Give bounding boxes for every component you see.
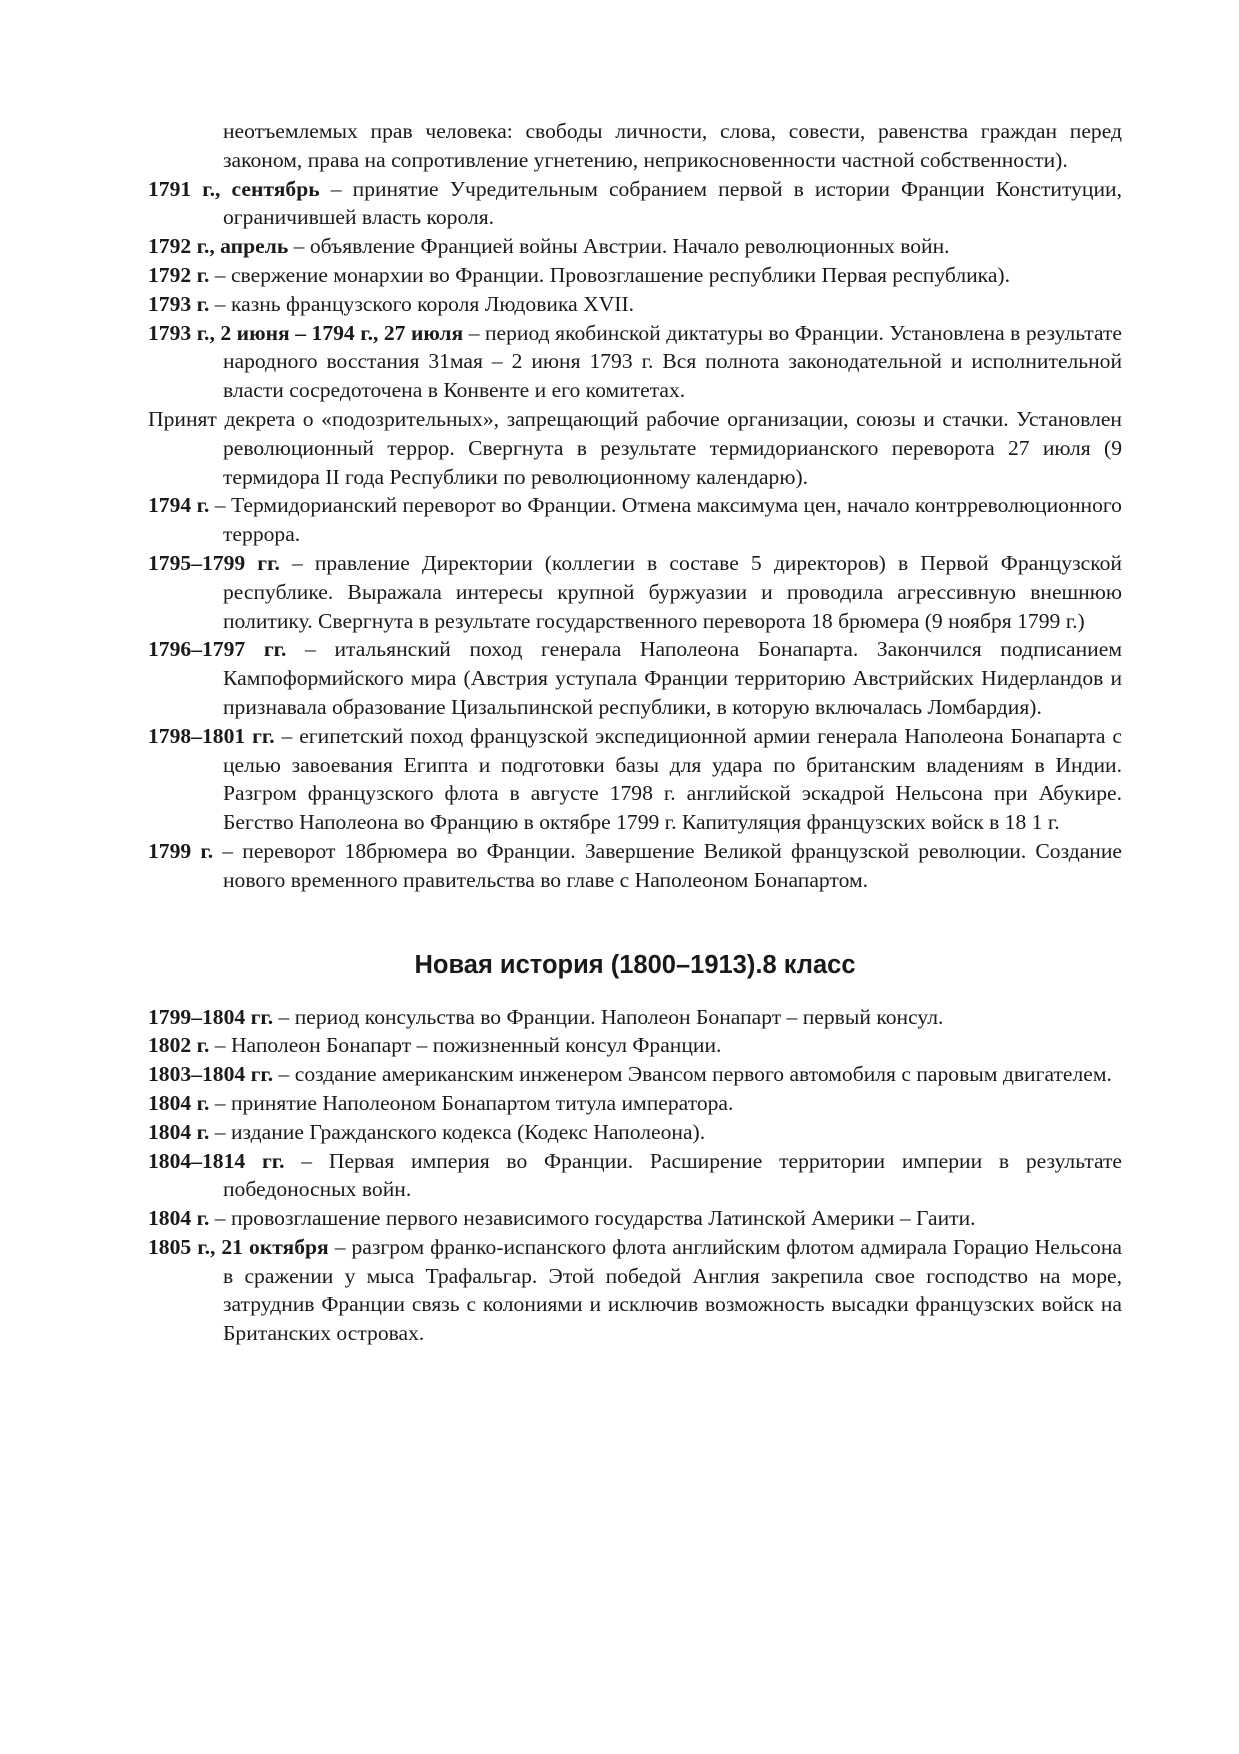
chronology-entry (148, 549, 1122, 635)
entry-text: – провозглашение первого независимого государства Латинской Америки – Гаити. (209, 1206, 976, 1231)
document-page (148, 117, 1122, 1348)
entry-text: – переворот 18брюмера во Франции. Завершение Великой французской революции. Создание нового временного правительства во главе с Наполеоном Бонапартом. (213, 838, 1123, 892)
entry-text: – Термидорианский переворот во Франции. Отмена максимума цен, начало контрреволюционного террора. (209, 493, 1122, 547)
chronology-entry (148, 1118, 1122, 1147)
entry-date: 1792 г. (148, 262, 210, 287)
chronology-entry (148, 1204, 1122, 1233)
entry-text: – принятие Наполеоном Бонапартом титула императора. (209, 1090, 734, 1115)
continuation-paragraph: неотъемлемых прав человека: свободы личности, слова, совести, равенства граждан перед законом, права на сопротивление угнетению, неприкосновенности частной собственности). (223, 119, 1122, 172)
entry-date: 1796–1797 гг. (148, 637, 287, 662)
chronology-list (148, 1003, 1122, 1349)
chronology-entry (148, 1003, 1122, 1032)
entry-date: 1792 г., апрель (148, 234, 289, 259)
entry-text: Принят декрета о «подозрительных», запрещающий рабочие организации, союзы и стачки. Установлен революционный террор. Свергнута в результате термидорианского переворота 27 июля (9 термидора II года Республики по революционному календарю). (148, 406, 1122, 489)
entry-date: 1803–1804 гг. (148, 1062, 274, 1087)
chronology-entry (148, 1060, 1122, 1089)
entry-date: 1799 г. (148, 838, 214, 863)
chronology-entry (148, 635, 1122, 721)
entry-text: – свержение монархии во Франции. Провозглашение республики Первая республика). (209, 262, 1010, 287)
entry-date: 1804–1814 гг. (148, 1148, 285, 1173)
entry-text: – итальянский поход генерала Наполеона Бонапарта. Закончился подписанием Кампоформийского мира (Австрия уступала Франции территорию Австрийских Нидерландов и признавала образование Цизальпинской республики, в которую включалась Ломбардия). (223, 637, 1122, 719)
entry-text: – создание американским инженером Эвансом первого автомобиля с паровым двигателем. (273, 1062, 1112, 1087)
section-heading: Новая история (1800–1913).8 класс (414, 950, 856, 979)
entry-text: – принятие Учредительным собранием первой в истории Франции Конституции, ограничившей власть короля. (223, 176, 1122, 230)
entry-text: – Наполеон Бонапарт – пожизненный консул Франции. (209, 1033, 722, 1058)
entry-text: – издание Гражданского кодекса (Кодекс Наполеона). (209, 1119, 706, 1144)
chronology-entry (148, 232, 1122, 261)
entry-text: – казнь французского короля Людовика XVII. (209, 291, 635, 316)
entry-text: – египетский поход французской экспедиционной армии генерала Наполеона Бонапарта с целью завоевания Египта и подготовки базы для удара по британским владениям в Индии. Разгром французского флота в августе 1798 г. английской эскадрой Нельсона при Абукире. Бегство Наполеона во Францию в октябре 1799 г. Капитуляция французских войск в 18 1 г. (223, 723, 1122, 835)
chronology-entry (148, 175, 1122, 233)
entry-date: 1794 г. (148, 493, 210, 518)
chronology-entry (148, 405, 1122, 491)
entry-date: 1795–1799 гг. (148, 550, 280, 575)
chronology-entry (148, 1233, 1122, 1348)
entry-date: 1793 г., 2 июня – 1794 г., 27 июля (148, 320, 464, 345)
entry-date: 1791 г., сентябрь (148, 176, 320, 201)
entry-text: – разгром франко-испанского флота английским флотом адмирала Горацио Нельсона в сражении у мыса Трафальгар. Этой победой Англия закрепила свое господство на море, затруднив Франции связь с колониями и исключив возможность высадки французских войск на Британских островах. (223, 1234, 1122, 1346)
chronology-entry (148, 1147, 1122, 1205)
chronology-entry (148, 319, 1122, 405)
entry-date: 1799–1804 гг. (148, 1004, 274, 1029)
chronology-entry (148, 1089, 1122, 1118)
chronology-entry (148, 261, 1122, 290)
section-new-history (148, 1003, 1122, 1349)
chronology-entry (148, 491, 1122, 549)
entry-date: 1804 г. (148, 1119, 210, 1144)
entry-date: 1802 г. (148, 1033, 210, 1058)
entry-date: 1793 г. (148, 291, 210, 316)
entry-text: – правление Директории (коллегии в составе 5 директоров) в Первой Французской республике. Выражала интересы крупной буржуазии и проводила агрессивную внешнюю политику. Свергнута в результате государственного переворота 18 брюмера (9 ноября 1799 г.) (223, 550, 1122, 633)
entry-text: – период консульства во Франции. Наполеон Бонапарт – первый консул. (273, 1004, 944, 1029)
chronology-entry (148, 837, 1122, 895)
chronology-entry (148, 290, 1122, 319)
chronology-list (148, 175, 1122, 895)
entry-date: 1804 г. (148, 1090, 210, 1115)
entry-text: – объявление Францией войны Австрии. Начало революционных войн. (288, 234, 950, 259)
entry-date: 1805 г., 21 октября (148, 1234, 329, 1259)
section-french-revolution (148, 117, 1122, 895)
entry-date: 1798–1801 гг. (148, 723, 275, 748)
heading-spacer (148, 983, 1122, 1003)
chronology-entry (148, 722, 1122, 837)
chronology-entry (148, 1031, 1122, 1060)
entry-text: – Первая империя во Франции. Расширение территории империи в результате победоносных войн. (223, 1148, 1122, 1202)
entry-text: – период якобинской диктатуры во Франции. Установлена в результате народного восстания 31мая – 2 июня 1793 г. Вся полнота законодательной и исполнительной власти сосредоточена в Конвенте и его комитетах. (223, 320, 1122, 403)
section-spacer (148, 895, 1122, 947)
entry-date: 1804 г. (148, 1206, 210, 1231)
